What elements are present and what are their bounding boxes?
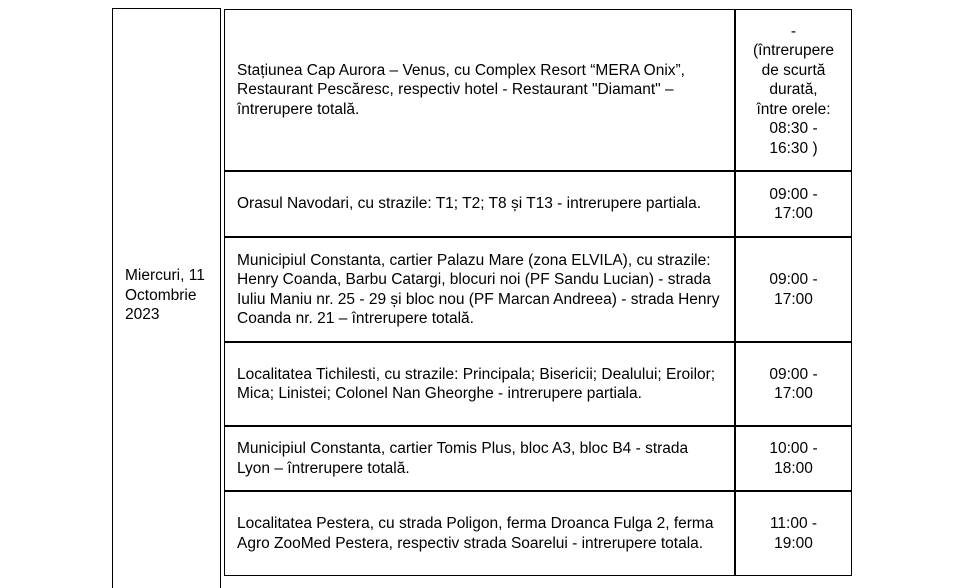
date-cell (112, 8, 221, 588)
location-cell (225, 10, 736, 170)
time-line: 09:00 - (769, 365, 818, 383)
time-line: 16:30 ) (769, 139, 818, 157)
location-cell (225, 343, 736, 425)
location-cell (225, 427, 736, 490)
time-line: durată, (769, 81, 818, 99)
time-line: 17:00 (774, 385, 813, 402)
location-text: Municipiul Constanta, cartier Palazu Mare (zona ELVILA), cu strazile: Henry Coanda, Barbu Catargi, blocuri noi (PF Sandu Lucian) - strada Iuliu Maniu nr. 25 - 29 și bloc nou (PF Marcan Andreea) - strada Henry Coanda nr. 21 – întrerupere totală. (237, 251, 720, 327)
date-line-1: Miercuri, 11 (125, 267, 205, 284)
date-line-2: Octombrie (125, 286, 197, 304)
location-cell (225, 238, 736, 341)
time-line: 18:00 (774, 459, 813, 477)
time-line: de scurtă (761, 61, 826, 79)
time-line: 17:00 (774, 205, 813, 222)
time-line: 08:30 - (769, 120, 818, 138)
time-line: 09:00 - (769, 271, 818, 288)
location-text: Localitatea Tichilesti, cu strazile: Principala; Bisericii; Dealului; Eroilor; Mica; Linistei; Colonel Nan Gheorghe - intrerupere partiala. (237, 365, 716, 402)
table-row (225, 490, 851, 575)
time-line: 17:00 (774, 290, 813, 308)
time-line: - (790, 22, 797, 40)
location-text: Orasul Navodari, cu strazile: T1; T2; T8 și T13 - intrerupere partiala. (237, 195, 702, 213)
table-row (225, 170, 851, 236)
time-cell (736, 492, 851, 575)
location-text: Stațiunea Cap Aurora – Venus, cu Complex Resort “MERA Onix”, Restaurant Pescăresc, respectiv hotel - Restaurant "Diamant" – întrerupere totală. (237, 61, 685, 118)
table-row (225, 236, 851, 341)
time-cell (736, 427, 851, 490)
date-text (125, 266, 221, 325)
table-row (225, 341, 851, 425)
time-cell (736, 238, 851, 341)
location-text: Municipiul Constanta, cartier Tomis Plus, bloc A3, bloc B4 - strada Lyon – întrerupere totală. (237, 440, 689, 477)
time-line: între orele: (756, 100, 831, 118)
time-cell (736, 10, 851, 170)
time-line: 09:00 - (769, 185, 818, 203)
time-line: (întrerupere (753, 42, 834, 60)
location-cell (225, 172, 736, 236)
time-cell (736, 343, 851, 425)
time-line: 19:00 (774, 534, 813, 552)
time-line: 11:00 - (769, 515, 818, 532)
time-cell (736, 172, 851, 236)
table-row (225, 10, 851, 170)
time-line: 10:00 - (769, 440, 818, 457)
table-row (225, 425, 851, 490)
outage-table (224, 9, 852, 576)
location-text: Localitatea Pestera, cu strada Poligon, ferma Droanca Fulga 2, ferma Agro ZooMed Pestera, respectiv strada Soarelui - intrerupere totala. (237, 515, 714, 552)
date-line-3: 2023 (125, 306, 160, 323)
location-cell (225, 492, 736, 575)
